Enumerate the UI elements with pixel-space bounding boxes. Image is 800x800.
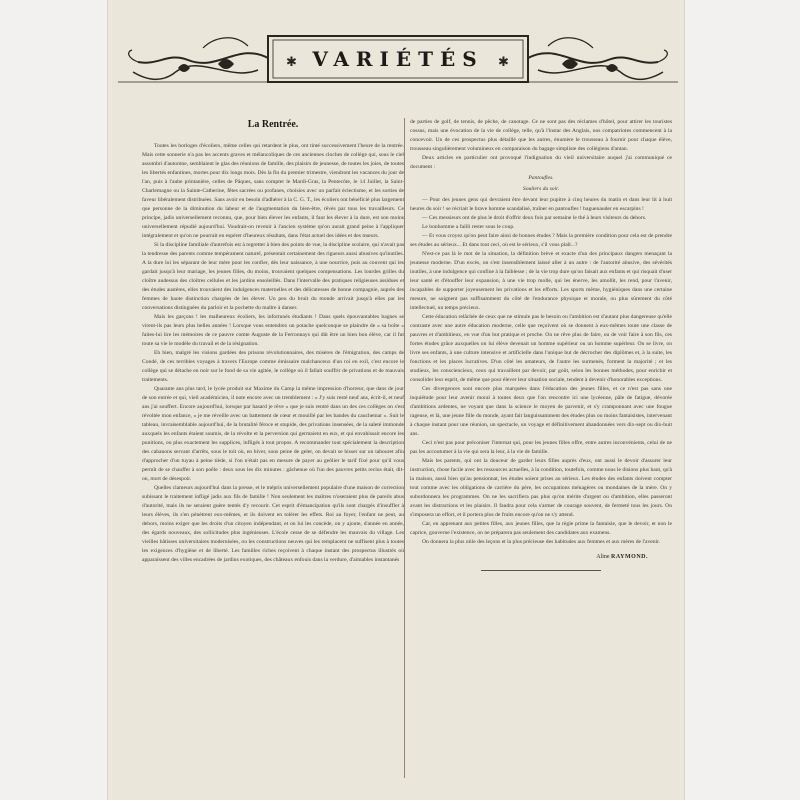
article-title: La Rentrée. bbox=[247, 119, 299, 130]
author-signature bbox=[410, 553, 672, 562]
section-title: VARIÉTÉS bbox=[312, 47, 484, 71]
paragraph: Quarante ans plus tard, le lycée produit sur Maxime du Camp la même impression d'horreur, que dans de jour de son entrée et qui, vieil académicien, il note encore avec un tremblement : « J'y suis resté neuf ans, écrit-il, et neuf ans j'ai souffert. Encore aujourd'hui, lorsque par hasard je rêve « que je suis rentré dans un des ces collèges on s'est révoltée mon enfance, « je me réveille avec un battement de cœur et mouillé par les bandes du cauchemar ». Suit le tableau, invraisemblable aujourd'hui, de la brutalité féroce et stupide, des privations insensées, de la saleté immonde auxquels les enfants étaient soumis, de la révolte et la perversion qui germaient en eux, et qui envahissait encore les punitions, ou plus exactement les supplices, infligés à tout propos. A recommander tout spécialement la description des cabanons servant d'arrêts, sous le toit où, en hiver, sous peine de geler, on devait se hisser sur un tabouret afin d'approcher d'un tuyau à peine tiède, si l'on n'était pas en mesure de payer au geôlier le tarif fixé pour qu'il vous permît de se chauffer à son poêle : deux sous les dix minutes : gâchenue où l'un des pauvres petits reclus était, dit-on, mort de désespoir. bbox=[142, 386, 404, 482]
paragraph: Deux articles en particulier ont provoqué l'indignation du vieil universitaire auquel j'ai communiqué ce document : bbox=[410, 155, 672, 170]
signature-first-name: Aline bbox=[596, 554, 610, 560]
right-column bbox=[410, 118, 672, 794]
paragraph: Ceci n'est pas pour préconiser l'internat qui, pour les jeunes filles offre, entre autres inconvénients, celui de ne pas les accoutumer à la vie qui sera la leur, à la vie de famille. bbox=[410, 440, 672, 455]
paragraph: Toutes les horloges d'écoliers, même celles qui retardent le plus, ont tinté successivement l'heure de la rentrée. Mais cette sonnerie n'a pas les accents graves et mélancoliques de ces anciennes cloches de collège qui, sous le ciel assombri d'automne, semblaient le glas des réunions de famille, des plaisirs de jeunesse, de toutes les joies, de toutes les libertés enfantines, mortes pour dix longs mois. Dès la fin du premier trimestre, viendront les vacances du jour de l'an, puis à l'aube printanière, celles de Pâques, sans compter le Mardi-Gras, la Pentecôte, le 14 Juillet, la Saint-Charlemagne ou la Sainte-Catherine, fêtes sacrées ou profanes, choisies avec un parfait éclectisme, et les sorties de faveur libéralement distribuées. Sans avoir eu besoin d'adhérer à la C. G. T., les écoliers ont bénéficié plus largement que personne de la diminution du labeur et de l'augmentation du bien-être, rêvés par tous les travailleurs. Ce principe, jadis universellement reconnu, que, pour bien élever les enfants, il faut les élever à la dure, est son moins universellement répudié aujourd'hui. Voudrait-on revenir à l'ancien système qu'on aurait grand peine à l'appliquer intégralement et qu'on ne pourrait en espérer d'heureux résultats, dans l'état actuel des idées et des mœurs. bbox=[142, 143, 404, 239]
paragraph: Eh bien, malgré les visions gardées des prisons révolutionnaires, des misères de l'émigration, des camps de Condé, de ces terribles voyages à travers l'Europe comme émissaire malchanceux d'un roi en exil, c'est encore le collège qui se détache en noir sur le fond de sa vie agitée, le collège où il fallait souffrir de privations et de mauvais traitements. bbox=[142, 350, 404, 383]
newspaper-page bbox=[108, 0, 684, 800]
paragraph: Mais les garçons ! les malheureux écoliers, les infortunés étudiants ! Dans quels épouvantables bagnes se virent-ils pas leurs plus belles années ! Lorsque vous entendrez un potache quelconque se plaindre de « sa boîte » faites-lui lire les mémoires de ce pauvre comte Auguste de la Ferronnays qui dût être un bien bon élève, car il fut toute sa vie le modèle du travail et de la résignation. bbox=[142, 314, 404, 347]
end-rule bbox=[481, 570, 601, 571]
paragraph: Quelles clameurs aujourd'hui dans la presse, et le mépris universellement populaire d'une maison de correction subissant le traitement infligé jadis aux fils de famille ! Non seulement les maîtres n'oseraient plus de pareils abus d'autorité, mais ils ne seraient guère tentés d'y recourir. Cet esprit d'émancipation qu'ils sont chargés d'insuffler à leurs élèves, ils s'en pénètrent eux-mêmes, et ils doivent en tolérer les effets. Roi au foyer, l'enfant ne peut, au dehors, moins exiger que les droits d'un citoyen indépendant, et on lui les concède, on y ajoute, d'année en année, des égards nouveaux, des sollicitudes plus ingénieuses. L'école cesse de se défendre les mauvais du village. Les vieilles bâtisses universitaires modernisées, ou les constructions neuves qui les remplacent ne suffisent plus à toutes les exigences d'hygiène et de liberté. Les familles riches reçoivent à chaque instant des prospectus illustrés où apparaissent des villes encadrées de jardins exotiques, des châteaux enfouis dans la verdure, d'aimables instantanés bbox=[142, 485, 404, 563]
paragraph: Car, en apprenant aux petites filles, aux jeunes filles, que la règle prime la fantaisie, que le devoir, et non le caprice, gouverne l'existence, on ne préparera pas seulement des candidates aux examens. bbox=[410, 521, 672, 536]
column-divider bbox=[404, 118, 405, 778]
paragraph: Cette éducation relâchée de ceux que ne stimule pas le besoin ou l'ambition est d'autant plus dangereuse qu'elle contraste avec une autre éducation moderne, celle que reçoivent où se donnent à eux-mêmes toute une classe de pauvres et d'ambitieux, en vue d'un but pratique et proche. On ne rêve plus de faire, ou de voir faire à son fils, ces fortes études grâce auxquelles on lui élève devenait un homme supérieur ou un homme supérieur. On se livre, on livre ses enfants, à une culture intensive et artificielle dans l'unique but de décrocher des diplômes et, à la suite, les fonctions et les places lucratives. D'un côté les amateurs, de l'autre les surmenés, forment la majorité ; et les studieux, les consciencieux, ceux qui travaillent par devoir, par goût, selon les bonnes méthodes, pour enrichir et consolider leur esprit, de même que pour élever leur situation sociale, tendent à devenir d'honorables exceptions. bbox=[410, 314, 672, 383]
dialog-line: — Et vous croyez qu'on peut faire ainsi de bonnes études ? Mais la première condition pour cela est de prendre ses études au sérieux... Et dans tout ceci, où est le sérieux, s'il vous plaît...? bbox=[410, 233, 672, 248]
paragraph: On donnera la plus utile des leçons et la plus précieuse des habitudes aux femmes et aux mères de l'avenir. bbox=[422, 539, 661, 545]
svg-text:✱: ✱ bbox=[498, 55, 509, 70]
dialog-line: — Pour des jeunes gens qui devraient être devant leur pupitre à cinq heures du matin et dans leur lit à huit heures du soir ! se récriait le brave homme scandalisé, traîner en pantoufles ! baguenauder en escarpins ! bbox=[410, 197, 672, 212]
left-column bbox=[142, 114, 404, 790]
paragraph: Ces divergences sont encore plus marquées dans l'éducation des jeunes filles, et ce n'est pas sans une inquiétude pour leur avenir moral à toutes deux que l'on rencontre ici une lycéenne, pâle de fatigue, dévorée d'ambitions ardentes, ne voyant que dans la science le moyen de parvenir, et s'y cramponnant avec une fougue rageuse, et là, une jeune fille du monde, ayant fait languissamment des études plus ou moins fantaisistes, intervenant à chaque instant pour une réunion, un spectacle, un voyage et définitivement abandonnées vers dix-sept ou dix-huit ans. bbox=[410, 386, 672, 437]
paragraph: N'est-ce pas là le mot de la situation, la définition brève et exacte d'un des principaux dangers menaçant la jeunesse moderne. D'un excès, on s'est insensiblement laissé aller à un autre : de l'autorité abusive, des sévérités inutiles, à une indulgence qui confine à la faiblesse ; de la vie trop dure qu'on faisait aux enfants et qui risquait d'user leur santé et d'étouffer leur expansion, à une vie trop molle, qui les énerve, les amollit, les rend, pour l'avenir, incapables de supporter joyeusement les privations et les efforts. Les sports même, hygiéniques dans une certaine mesure, ne soignent pas suffisamment du côté de l'endurance physique et morale, ou plus sûrement du côté intellectuel, un temps précieux. bbox=[410, 251, 672, 311]
paragraph: Si la discipline familiale d'autrefois est à regretter à bien des points de vue, la discipline scolaire, qui n'avait pas la tendresse des parents comme tempérament naturel, présentait certainement des rigueurs aussi abusives qu'inutiles. A la dure loi les séparant de leur mère pour les confier, dès leur naissance, à une nourrice, puis au couvent qui les gardait jusqu'à leur mariage, les jeunes filles, du moins, trouvaient quelques compensations. Les lourdes grilles du cloître audessus des cloîtres cellules et les jardins ensoleillés. Dans l'intervalle des pratiques religieuses assidues et des études austères, elles trouvaient des indulgences maternelles et des délicatesses de bonne compagnie, auprès des femmes de haute distinction chargées de les élever. Un peu du bruit du monde arrivait jusqu'à elles par les conversations distinguées du parloir et la pochette du maître à danser. bbox=[142, 242, 404, 311]
signature-last-name: RAYMOND. bbox=[611, 554, 648, 560]
quoted-item: Pantoufles. bbox=[528, 175, 554, 181]
paragraph: de parties de golf, de tennis, de pêche, de canotage. Ce ne sont pas des réclames d'hôtel, pour attirer les touristes cossus, mais une évocation de la vie de collège, telle, qu'à l'instar des Anglais, nos compatriotes commencent à la concevoir. Un de ces prospectus plus détaillé que les autres, énumère le trousseau à fournir pour chaque élève, trousseau singulièrement volumineux en comparaison du bagage simpliste des collégiens d'antan. bbox=[410, 119, 672, 152]
section-header-banner bbox=[118, 22, 678, 92]
paragraph: Mais les parents, qui ont la douceur de garder leurs filles auprès d'eux, ont aussi le devoir d'assurer leur instruction, chose facile avec les ressources actuelles, à la condition, toutefois, comme nous le disions plus haut, qu'à la maison, aussi bien qu'au pensionnat, les études soient prises au sérieux. Les études des enfants doivent compter tout comme avec les obligations de carrière du père, les occupations ménagères ou mondaines de la mère. On y subordonnera les programmes. On ne les sacrifiera pas plus qu'on mérite d'argent ou d'ambition, elles passeront avant les distractions et les plaisirs. Il faudra pour cela s'armer de courage souvent, de fermeté tous les jours. On s'imposera un effort, et il portera plus de fruits encore qu'on ne s'y attend. bbox=[410, 458, 672, 518]
dialog-line: — Ces messieurs ont de plus le droit d'offrir deux fois par semaine le thé à leurs visiteurs du dehors. bbox=[422, 215, 647, 221]
svg-text:✱: ✱ bbox=[286, 55, 297, 70]
dialog-line: Le bonhomme a failli rester sous le coup. bbox=[422, 224, 515, 230]
quoted-item: Souliers du soir. bbox=[522, 186, 560, 192]
